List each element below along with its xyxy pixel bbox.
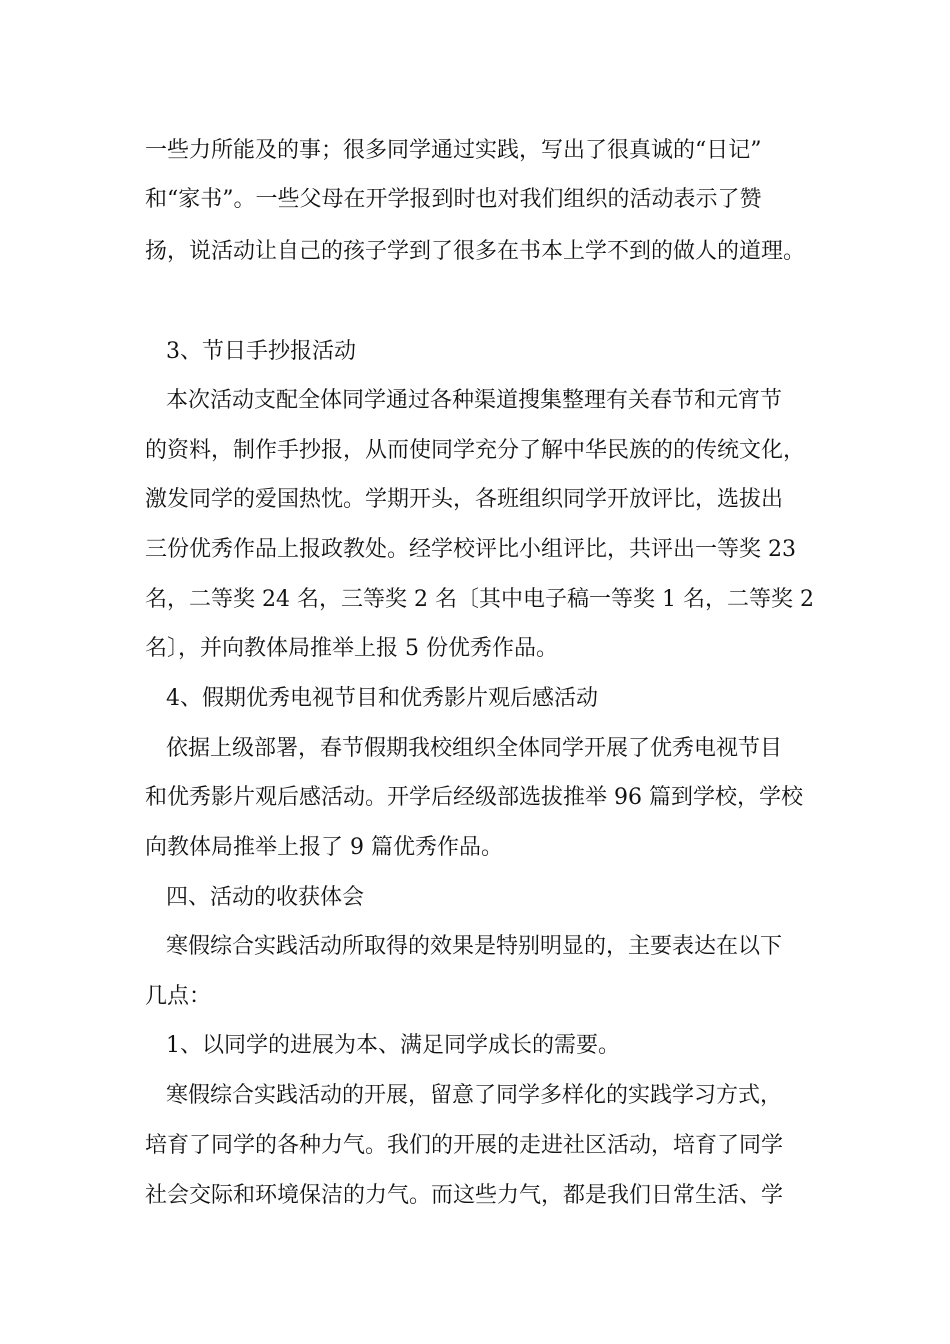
- text-line: 依据上级部署，春节假期我校组织全体同学开展了优秀电视节目: [166, 736, 783, 761]
- text-line: 和优秀影片观后感活动。开学后经级部选拔推举 96 篇到学校，学校: [145, 785, 803, 810]
- text-line: 名，二等奖 24 名，三等奖 2 名〔其中电子稿一等奖 1 名，二等奖 2: [145, 587, 814, 612]
- text-line: 本次活动支配全体同学通过各种渠道搜集整理有关春节和元宵节: [166, 388, 783, 413]
- text-line: 的资料，制作手抄报，从而使同学充分了解中华民族的的传统文化，: [145, 438, 806, 463]
- text-line: 几点：: [145, 984, 212, 1009]
- text-line: 向教体局推举上报了 9 篇优秀作品。: [145, 835, 503, 860]
- text-line: 寒假综合实践活动的开展，留意了同学多样化的实践学习方式，: [166, 1083, 783, 1108]
- text-line: 扬，说活动让自己的孩子学到了很多在书本上学不到的做人的道理。: [145, 239, 806, 264]
- section-heading: 1、以同学的进展为本、满足同学成长的需要。: [166, 1033, 620, 1058]
- text-line: 社会交际和环境保洁的力气。而这些力气，都是我们日常生活、学: [145, 1183, 784, 1208]
- text-line: 三份优秀作品上报政教处。经学校评比小组评比，共评出一等奖 23: [145, 537, 796, 562]
- text-line: 激发同学的爱国热忱。学期开头，各班组织同学开放评比，选拔出: [145, 487, 784, 512]
- text-line: 名〕，并向教体局推举上报 5 份优秀作品。: [145, 636, 558, 661]
- text-line: 培育了同学的各种力气。我们的开展的走进社区活动，培育了同学: [145, 1133, 784, 1158]
- text-line: 寒假综合实践活动所取得的效果是特别明显的，主要表达在以下: [166, 934, 783, 959]
- section-heading: 四、活动的收获体会: [166, 885, 365, 910]
- text-line: 和“家书”。一些父母在开学报到时也对我们组织的活动表示了赞: [145, 187, 762, 212]
- section-heading: 4、假期优秀电视节目和优秀影片观后感活动: [166, 686, 598, 711]
- section-heading: 3、节日手抄报活动: [166, 339, 356, 364]
- text-line: 一些力所能及的事；很多同学通过实践，写出了很真诚的“日记”: [145, 138, 762, 163]
